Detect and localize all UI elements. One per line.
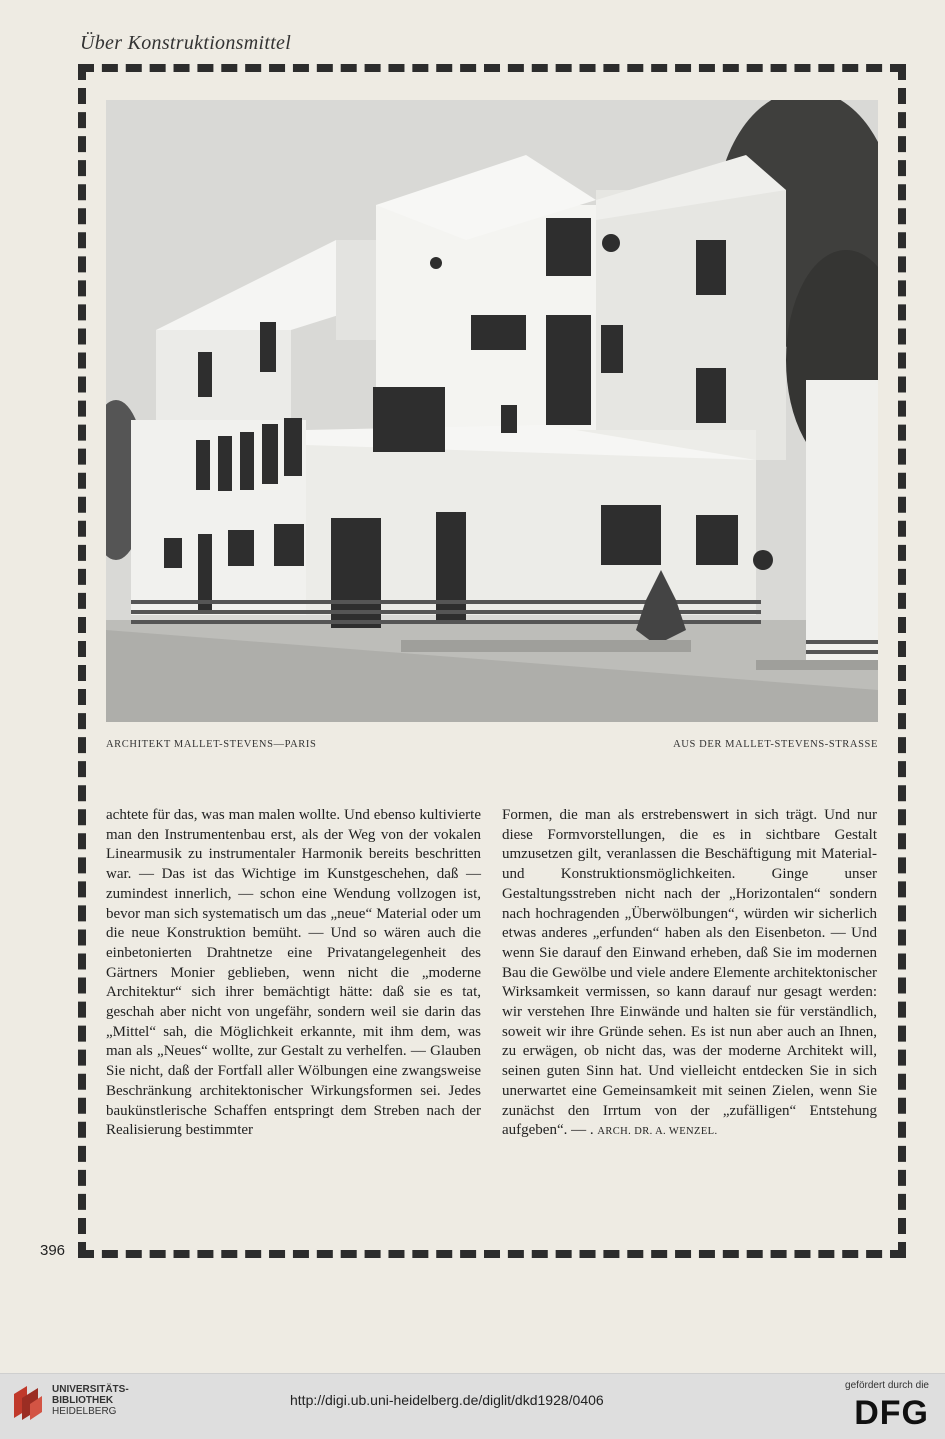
dfg-logo-icon: DFG <box>854 1394 929 1432</box>
funding-note: gefördert durch die <box>845 1380 929 1391</box>
body-text-right <box>502 806 877 1142</box>
institution-line-3: HEIDELBERG <box>52 1406 117 1417</box>
source-url-link[interactable]: http://digi.ub.uni-heidelberg.de/diglit/dkd1928/0406 <box>290 1392 604 1408</box>
body-text-left: achtete für das, was man malen wollte. Und ebenso kultivierte man den Instrumentenbau erst, als der Weg von der vokalen Linearmusik zu instrumentaler Harmonik bereits beschritten war. — Das ist das Wichtige im Kunstgeschehen, daß — zumindest innerlich, — schon eine Wendung vollzogen ist, bevor man sich systematisch um das „neue“ Material oder um die neue Konstruktion bemüht. — Und so wären auch die einbetonierten Drahtnetze eine Privatangelegenheit des Gärtners Monier geblieben, wenn nicht die „moderne Architektur“ sich ihrer bemächtigt hätte: daß sie es tat, geschah aber nicht von ungefähr, sondern weil sie darin das „Mittel“ sah, die Möglichkeit erkannte, mit ihm dem, was man als „Neues“ wollte, zur Gestalt zu verhelfen. — Glauben Sie nicht, daß der Fortfall aller Wölbungen eine zwangsweise Beschränkung architektonischer Wirkungsformen sei. Jedes baukünstlerische Schaffen entspringt dem Streben nach der Realisierung bestimmter <box>106 807 481 1139</box>
institution-line-2: BIBLIOTHEK <box>52 1395 114 1406</box>
photo-caption-location: AUS DER MALLET-STEVENS-STRASSE <box>673 739 878 750</box>
running-header: Über Konstruktionsmittel <box>80 32 292 54</box>
digitization-footer <box>0 1373 945 1439</box>
page-number: 396 <box>40 1242 66 1259</box>
text-column-right <box>502 806 877 1142</box>
author-signature: ARCH. DR. A. WENZEL. <box>597 1126 718 1138</box>
text-column-left <box>106 806 481 1141</box>
university-library-name <box>52 1384 129 1417</box>
body-text-right-content: Formen, die man als erstrebenswert in sich trägt. Und nur diese Formvorstellungen, die es in sichtbare Gestalt umzusetzen gilt, veranlassen die Beschäftigung mit Material- und Konstruktionsmöglichkeiten. Ginge unser Gestaltungsstreben nicht nach der „Horizontalen“ sondern nach hochragenden „Überwölbungen“, würden wir sicherlich etwas anderes „erfunden“ haben als den Eisenbeton. — Und wenn Sie darauf den Einwand erheben, daß Sie im modernen Bau die Gewölbe und viele andere Elemente architektonischer Wirksamkeit vermissen, so kann darauf nur gesagt werden: wir verstehen Ihre Einwände und halten sie für verständlich, soweit wir ihre Gründe sehen. Es ist nun aber auch an Ihnen, zu erwägen, ob nicht das, was der moderne Architekt will, seinen guten Sinn hat. Und vielleicht entdecken Sie in sich unerwartet eine Gemeinsamkeit mit seinen Zielen, wenn Sie zunächst den Irrtum von der „zufälligen“ Entstehung aufgeben“. — . <box>502 807 877 1139</box>
building-photograph <box>106 100 878 722</box>
photo-caption-architect: ARCHITEKT MALLET-STEVENS—PARIS <box>106 739 317 750</box>
university-library-logo-icon <box>10 1382 44 1422</box>
institution-line-1: UNIVERSITÄTS- <box>52 1384 129 1395</box>
